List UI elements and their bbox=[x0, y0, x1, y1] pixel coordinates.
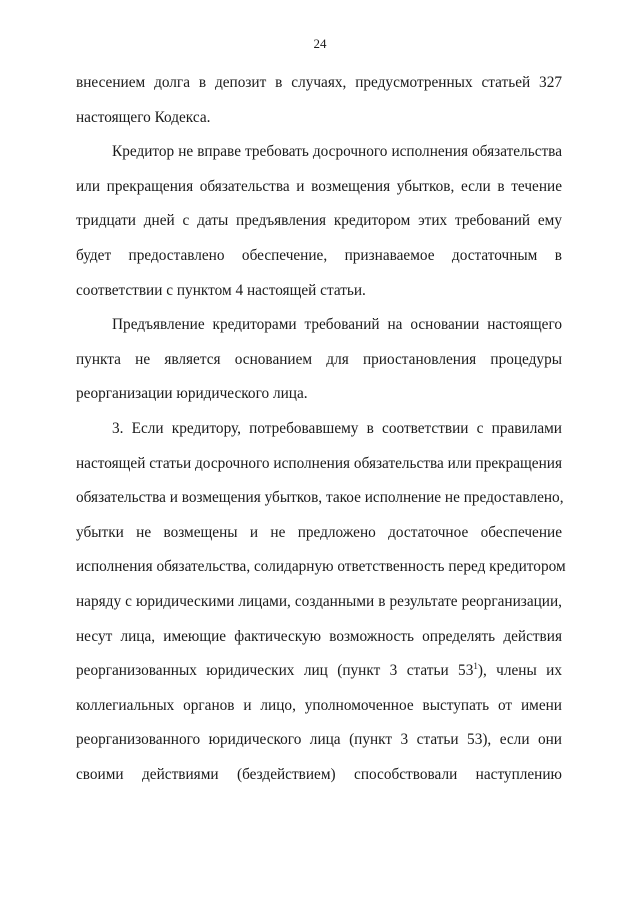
paragraph bbox=[76, 135, 562, 308]
paragraph bbox=[76, 66, 562, 135]
text-line: Кредитор не вправе требовать досрочного исполнения обязательства bbox=[112, 143, 562, 161]
text-line: коллегиальных органов и лицо, уполномоченное выступать от имени bbox=[76, 696, 562, 714]
text-line: будет предоставлено обеспечение, признаваемое достаточным в bbox=[76, 246, 562, 264]
text-line: соответствии с пунктом 4 настоящей статьи. bbox=[76, 281, 366, 299]
text-line: 3. Если кредитору, потребовавшему в соответствии с правилами bbox=[112, 419, 562, 437]
paragraph bbox=[76, 308, 562, 412]
text-line: настоящей статьи досрочного исполнения обязательства или прекращения bbox=[76, 454, 562, 472]
text-line: своими действиями (бездействием) способствовали наступлению bbox=[76, 765, 562, 783]
page-number: 24 bbox=[313, 36, 327, 51]
text-line: Предъявление кредиторами требований на основании настоящего bbox=[112, 316, 562, 334]
text-line: внесением долга в депозит в случаях, предусмотренных статьей 327 bbox=[76, 74, 562, 91]
text-line: реорганизованного юридического лица (пункт 3 статьи 53), если они bbox=[76, 731, 562, 749]
text-line: реорганизованных юридических лиц (пункт 3 статьи $53^1$), члены их bbox=[76, 661, 562, 680]
text-line: убытки не возмещены и не предложено достаточное обеспечение bbox=[76, 523, 562, 541]
text-line: обязательства и возмещения убытков, такое исполнение не предоставлено, bbox=[76, 489, 564, 507]
text-line: пункта не является основанием для приостановления процедуры bbox=[76, 350, 562, 368]
paragraph bbox=[76, 412, 566, 793]
text-line: реорганизации юридического лица. bbox=[76, 385, 308, 403]
text-line: наряду с юридическими лицами, созданными в результате реорганизации, bbox=[76, 592, 562, 610]
text-line: исполнения обязательства, солидарную ответственность перед кредитором bbox=[76, 558, 566, 576]
text-line: или прекращения обязательства и возмещения убытков, если в течение bbox=[76, 177, 562, 195]
document-body bbox=[76, 66, 566, 792]
text-line: несут лица, имеющие фактическую возможность определять действия bbox=[76, 627, 562, 645]
text-line: тридцати дней с даты предъявления кредитором этих требований ему bbox=[76, 212, 562, 230]
text-line: настоящего Кодекса. bbox=[76, 108, 211, 126]
